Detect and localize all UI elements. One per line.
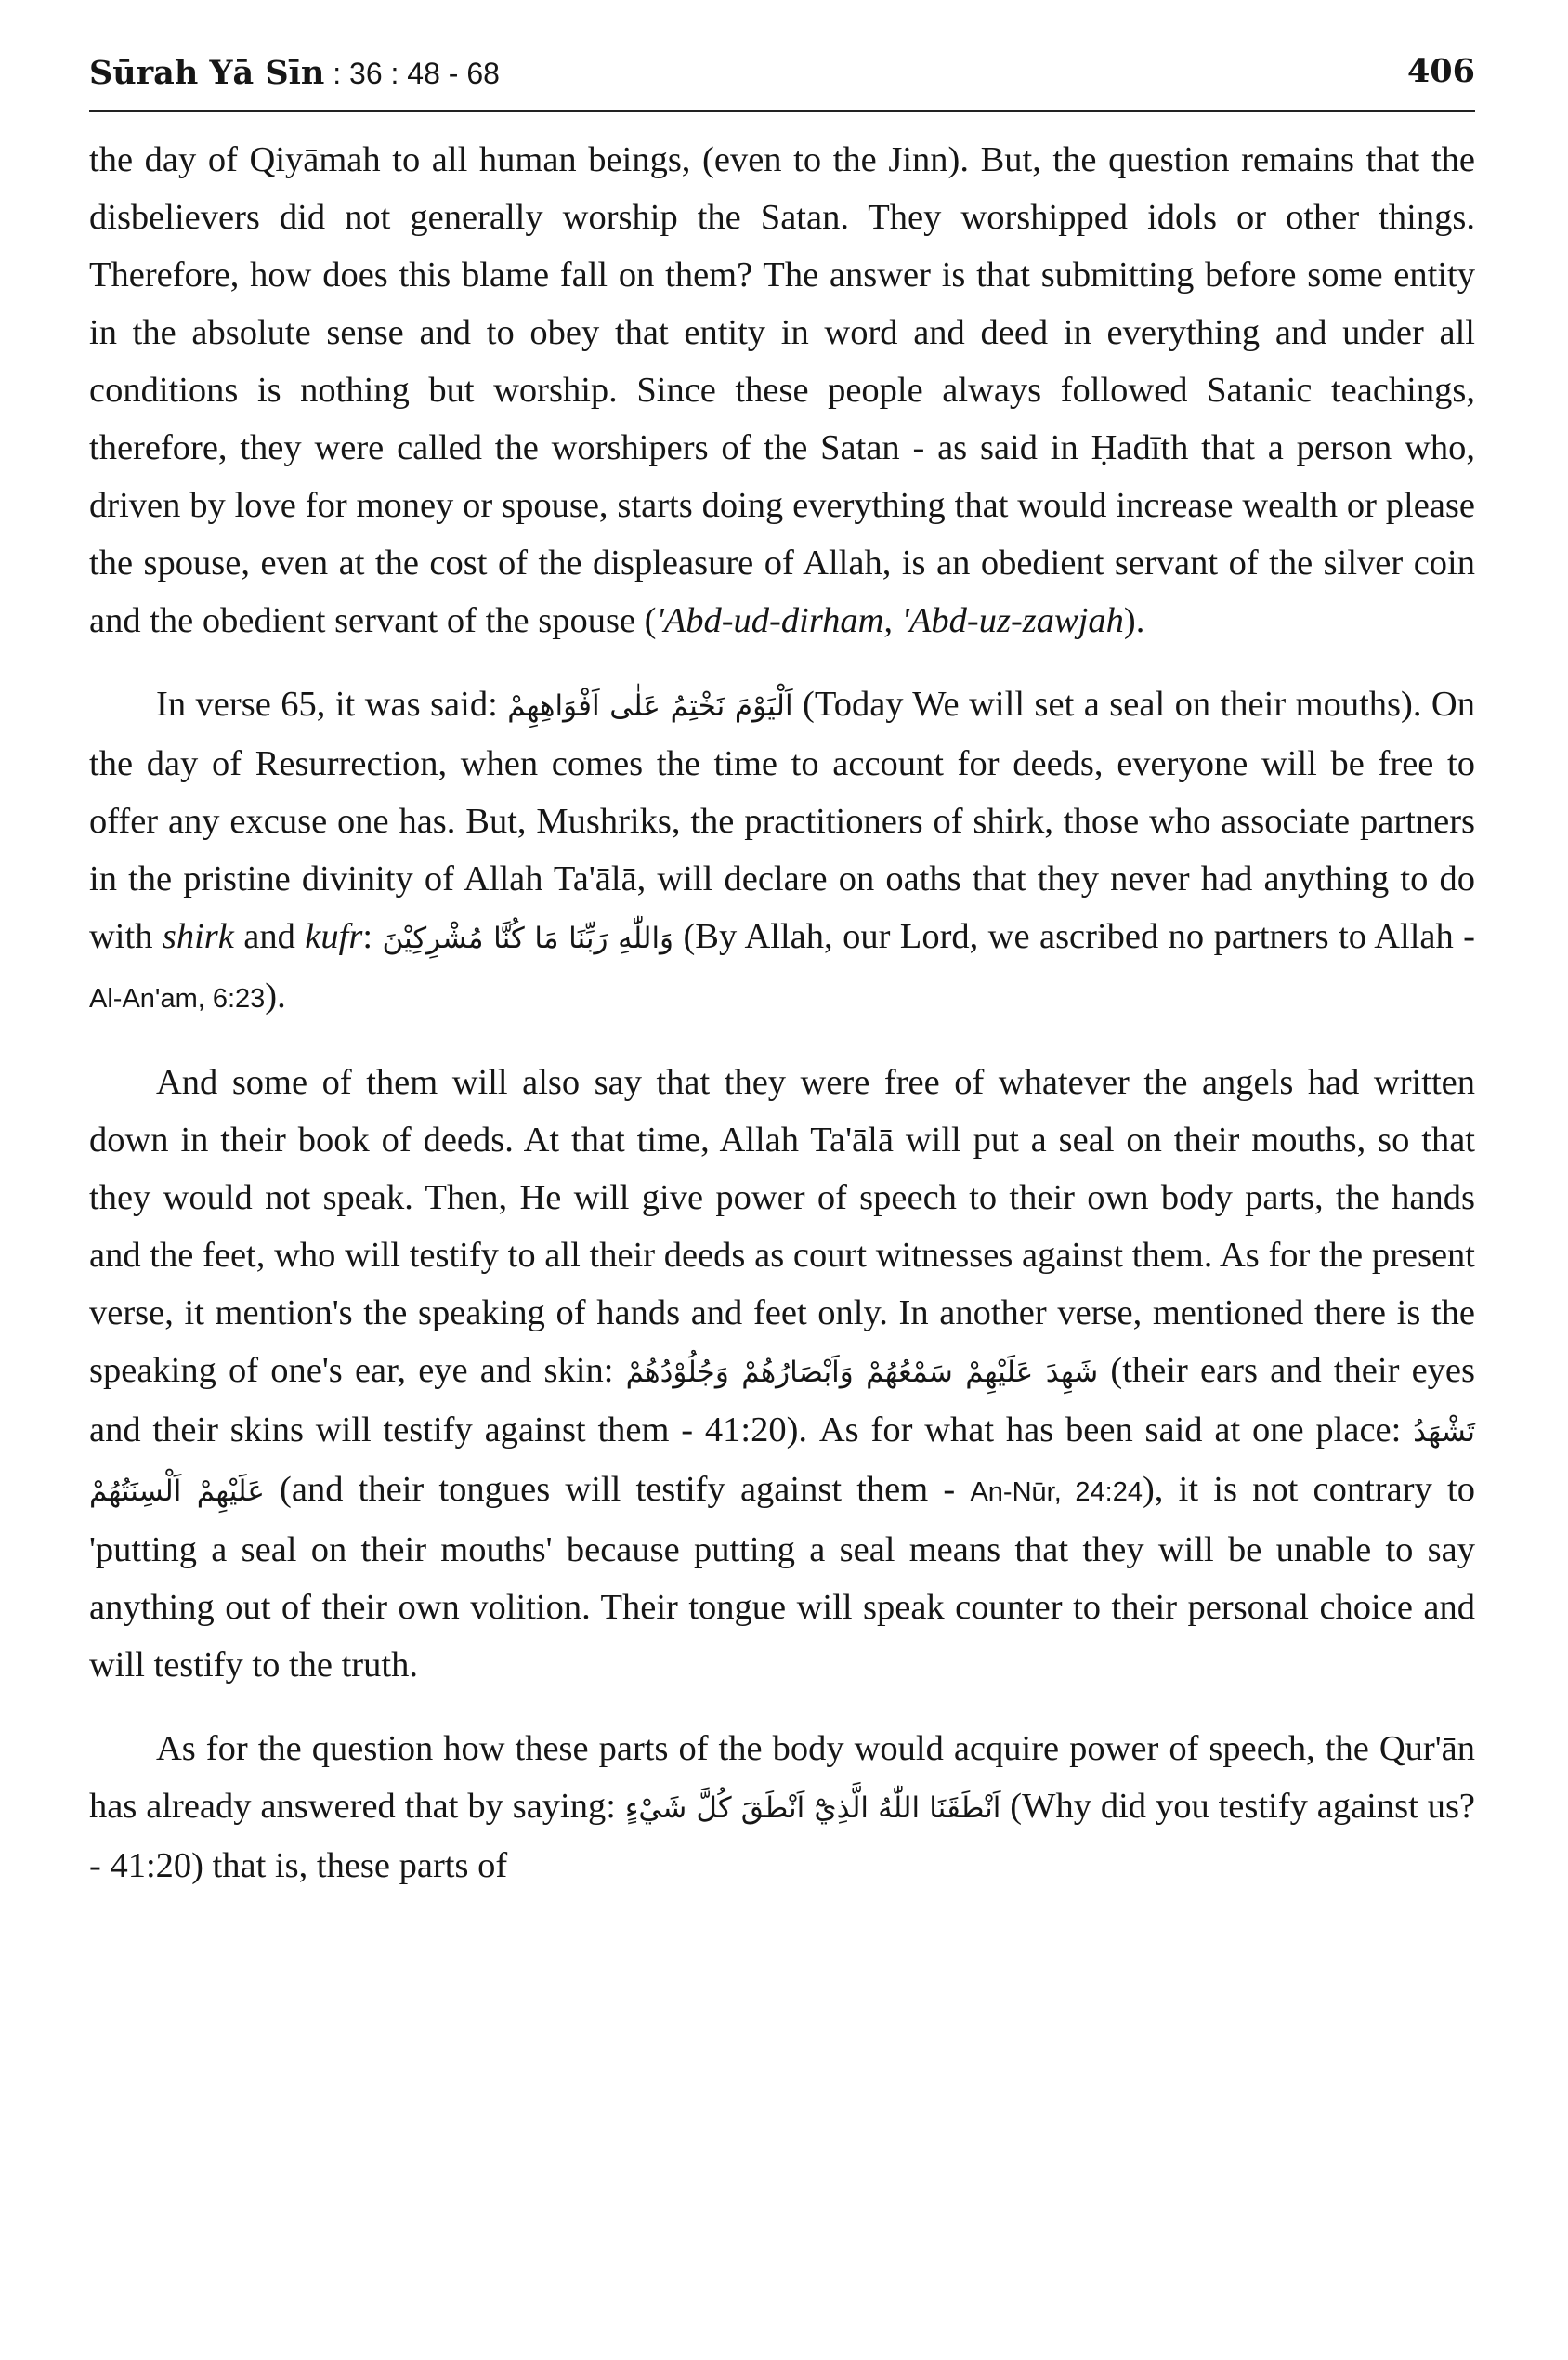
arabic-quote: اَنْطَقَنَا اللّٰهُ الَّذِيْٓ اَنْطَقَ كُلَّ شَيْءٍ [624,1791,1001,1825]
arabic-quote: وَاللّٰهِ رَبِّنَا مَا كُنَّا مُشْرِكِيْنَ [382,922,674,955]
text-run: (Why did you testify against us? - 41:20) that is, these parts of [89,1787,1476,1885]
paragraph-1 [89,131,1475,649]
text-run: (By Allah, our Lord, we ascribed no partners to Allah - [673,917,1475,956]
paragraph-4 [89,1720,1475,1895]
text-run: (and their tongues will testify against them - [264,1470,971,1509]
text-run: (their ears and their eyes and their skins will testify against them - 41:20). As for what has been said at one place: [89,1351,1475,1449]
book-page [89,37,1475,1921]
paragraph-3 [89,1054,1475,1694]
text-run: And some of them will also say that they were free of whatever the angels had written down in their book of deeds. At that time, Allah Ta'ālā will put a seal on their mouths, so that they would not speak. Then, He will give power of speech to their own body parts, the hands and the feet, who will testify to all their deeds as court witnesses against them. As for the present verse, it mention's the speaking of hands and feet only. In another verse, mentioned there is the speaking of one's ear, eye and skin: [89,1063,1475,1390]
header-chapter [89,54,500,92]
reference: An-Nūr, 24:24 [970,1477,1143,1507]
arabic-quote: تَشْهَدُ عَلَيْهِمْ اَلْسِنَتُهُمْ [89,1415,1475,1508]
surah-name: Sūrah Yā Sīn [89,54,325,92]
text-run: As for the question how these parts of the body would acquire power of speech, the Qur'ān has already answered that by saying: [89,1729,1475,1826]
page-number: 406 [1406,52,1475,90]
verse-range: : 36 : 48 - 68 [324,57,500,90]
italic-term: kufr [305,917,363,956]
text-run: ). [1123,601,1145,640]
italic-term: 'Abd-ud-dirham, 'Abd-uz-zawjah [656,601,1124,640]
arabic-quote: اَلْيَوْمَ نَخْتِمُ عَلٰى اَفْوَاهِهِمْ [507,689,793,723]
text-run: In verse 65, it was said: [156,685,508,724]
running-header [89,37,1475,112]
text-run: : [362,917,383,956]
text-run: (Today We will set a seal on their mouths). On the day of Resurrection, when comes the time to account for deeds, everyone will be free to offer any excuse one has. But, Mushriks, the practitioners of shirk, those who associate partners in the pristine divinity of Allah Ta'ālā, will declare on oaths that they never had anything to do with [89,685,1475,956]
page-body [89,131,1475,1895]
text-run: ), it is not contrary to 'putting a seal on their mouths' because putting a seal means that they will be unable to say anything out of their own volition. Their tongue will speak counter to their personal choice and will testify to the truth. [89,1470,1475,1685]
italic-term: shirk [162,917,234,956]
text-run: ). [265,977,286,1016]
text-run: and [233,917,306,956]
paragraph-2 [89,675,1475,1028]
text-run: the day of Qiyāmah to all human beings, (even to the Jinn). But, the question remains that the disbelievers did not generally worship the Satan. They worshipped idols or other things. Therefore, how does this blame fall on them? The answer is that submitting before some entity in the absolute sense and to obey that entity in word and deed in everything and under all conditions is nothing but worship. Since these people always followed Satanic teachings, therefore, they were called the worshipers of the Satan - as said in Ḥadīth that a person who, driven by love for money or spouse, starts doing everything that would increase wealth or please the spouse, even at the cost of the displeasure of Allah, is an obedient servant of the silver coin and the obedient servant of the spouse ( [89,140,1475,640]
reference: Al-An'am, 6:23 [89,984,266,1014]
arabic-quote: شَهِدَ عَلَيْهِمْ سَمْعُهُمْ وَاَبْصَارُهُمْ وَجُلُوْدُهُمْ [625,1356,1099,1389]
